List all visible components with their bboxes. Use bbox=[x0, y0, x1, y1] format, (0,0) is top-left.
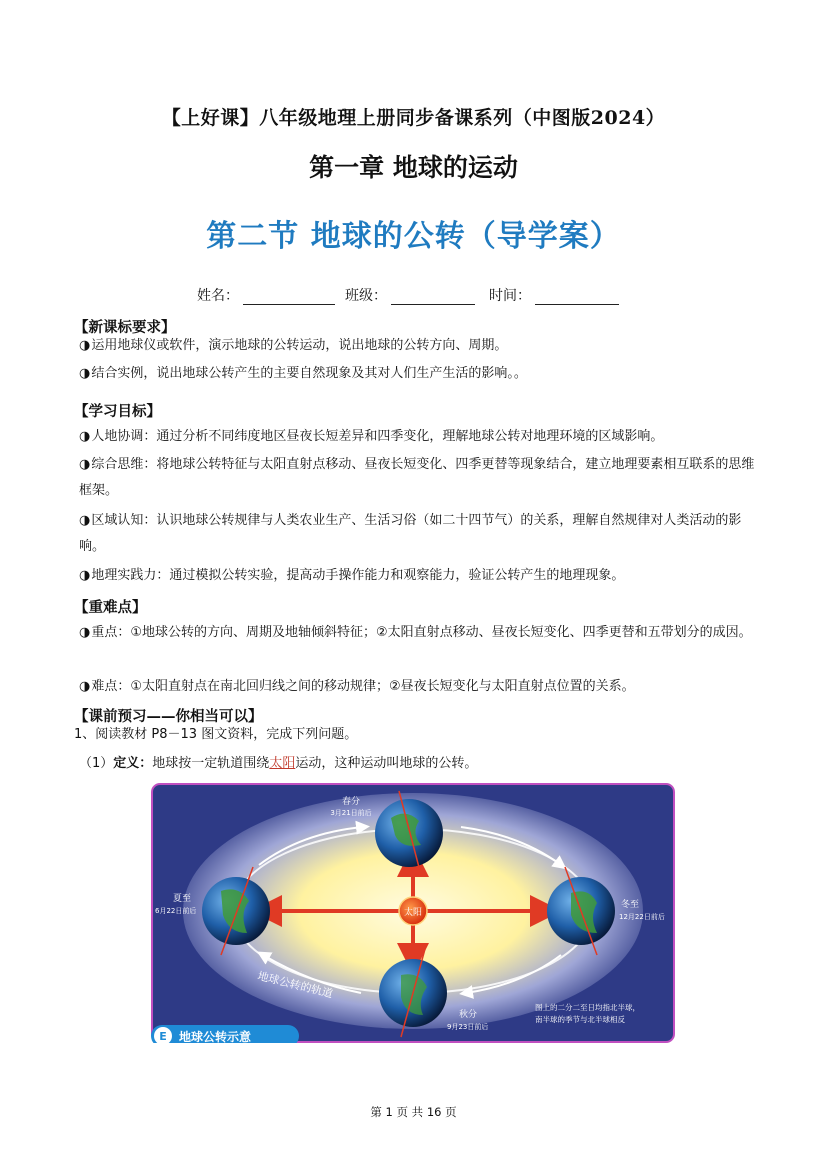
name-blank[interactable] bbox=[243, 286, 335, 305]
student-info-line bbox=[197, 285, 629, 305]
curriculum-item bbox=[79, 333, 759, 359]
bullet-icon: ◑ bbox=[79, 568, 91, 583]
key-point-item-text: 重点：①地球公转的方向、周期及地轴倾斜特征；②太阳直射点移动、昼夜长短变化、四季更替和五带划分的成因。 bbox=[91, 625, 752, 640]
spring-label: 春分 bbox=[341, 797, 361, 807]
page-footer: 第 1 页 共 16 页 bbox=[370, 1105, 457, 1119]
chapter-title: 第一章 地球的运动 bbox=[309, 153, 518, 182]
curriculum-heading: 【新课标要求】 bbox=[74, 320, 176, 336]
key-point-item-text: 难点：①太阳直射点在南北回归线之间的移动规律；②昼夜长短变化与太阳直射点位置的关系。 bbox=[91, 679, 635, 694]
series-title: 【上好课】八年级地理上册同步备课系列（中图版2024） bbox=[161, 107, 666, 129]
definition-label: 定义： bbox=[113, 756, 153, 771]
class-blank[interactable] bbox=[391, 286, 475, 305]
key-points-heading: 【重难点】 bbox=[74, 600, 147, 616]
objective-item bbox=[79, 452, 759, 504]
orbit-label: 地球公转的轨道 bbox=[256, 969, 335, 1001]
objective-item bbox=[79, 424, 759, 450]
time-label: 时间： bbox=[489, 288, 531, 304]
bullet-icon: ◑ bbox=[79, 513, 91, 528]
definition-line bbox=[79, 752, 477, 771]
figure-caption: 地球公转示意 bbox=[179, 1030, 252, 1043]
preview-instruction: 1、阅读教材 P8－13 图文资料，完成下列问题。 bbox=[74, 727, 358, 742]
key-point-item bbox=[79, 620, 759, 646]
objective-item-text: 地理实践力：通过模拟公转实验，提高动手操作能力和观察能力，验证公转产生的地理现象。 bbox=[91, 568, 625, 583]
bullet-icon: ◑ bbox=[79, 338, 91, 353]
spring-date: 3月21日前后 bbox=[330, 809, 372, 817]
winter-label: 冬至 bbox=[621, 900, 640, 910]
autumn-label: 秋分 bbox=[459, 1010, 478, 1020]
key-point-item bbox=[79, 674, 759, 700]
objective-item-text: 区域认知：认识地球公转规律与人类农业生产、生活习俗（如二十四节气）的关系，理解自然规律对人类活动的影响。 bbox=[79, 513, 742, 554]
objective-item-text: 人地协调：通过分析不同纬度地区昼夜长短差异和四季变化，理解地球公转对地理环境的区域影响。 bbox=[91, 429, 664, 444]
summer-label: 夏至 bbox=[173, 894, 192, 904]
bullet-icon: ◑ bbox=[79, 679, 91, 694]
sun-label: 太阳 bbox=[403, 908, 423, 918]
curriculum-item bbox=[79, 361, 759, 387]
objective-item bbox=[79, 508, 759, 560]
bullet-icon: ◑ bbox=[79, 429, 91, 444]
bullet-icon: ◑ bbox=[79, 625, 91, 640]
bullet-icon: ◑ bbox=[79, 366, 91, 381]
objectives-heading: 【学习目标】 bbox=[74, 404, 161, 420]
figure-note-line1: 图上的二分二至日均指北半球， bbox=[535, 1003, 640, 1012]
badge-letter: E bbox=[159, 1030, 167, 1043]
definition-answer: 太阳 bbox=[269, 756, 296, 771]
curriculum-item-text: 结合实例，说出地球公转产生的主要自然现象及其对人们生产生活的影响。。 bbox=[91, 366, 527, 381]
winter-date: 12月22日前后 bbox=[619, 913, 665, 921]
curriculum-item-text: 运用地球仪或软件，演示地球的公转运动，说出地球的公转方向、周期。 bbox=[91, 338, 508, 353]
objective-item-text: 综合思维：将地球公转特征与太阳直射点移动、昼夜长短变化、四季更替等现象结合，建立地理要素相互联系的思维框架。 bbox=[79, 457, 755, 498]
name-label: 姓名： bbox=[197, 288, 239, 304]
bullet-icon: ◑ bbox=[79, 457, 91, 472]
definition-text-before: 地球按一定轨道围绕 bbox=[152, 756, 270, 771]
preview-heading: 【课前预习——你相当可以】 bbox=[74, 709, 263, 725]
definition-prefix: （1） bbox=[79, 756, 114, 771]
class-label: 班级： bbox=[345, 288, 387, 304]
autumn-date: 9月23日前后 bbox=[447, 1023, 489, 1031]
objective-item bbox=[79, 563, 759, 589]
time-blank[interactable] bbox=[535, 286, 619, 305]
figure-note-line2: 南半球的季节与北半球相反 bbox=[535, 1015, 625, 1024]
definition-text-after: 运动，这种运动叫地球的公转。 bbox=[295, 756, 478, 771]
summer-date: 6月22日前后 bbox=[155, 907, 197, 915]
section-title: 第二节 地球的公转（导学案） bbox=[206, 219, 621, 254]
earth-revolution-figure bbox=[151, 783, 675, 1043]
